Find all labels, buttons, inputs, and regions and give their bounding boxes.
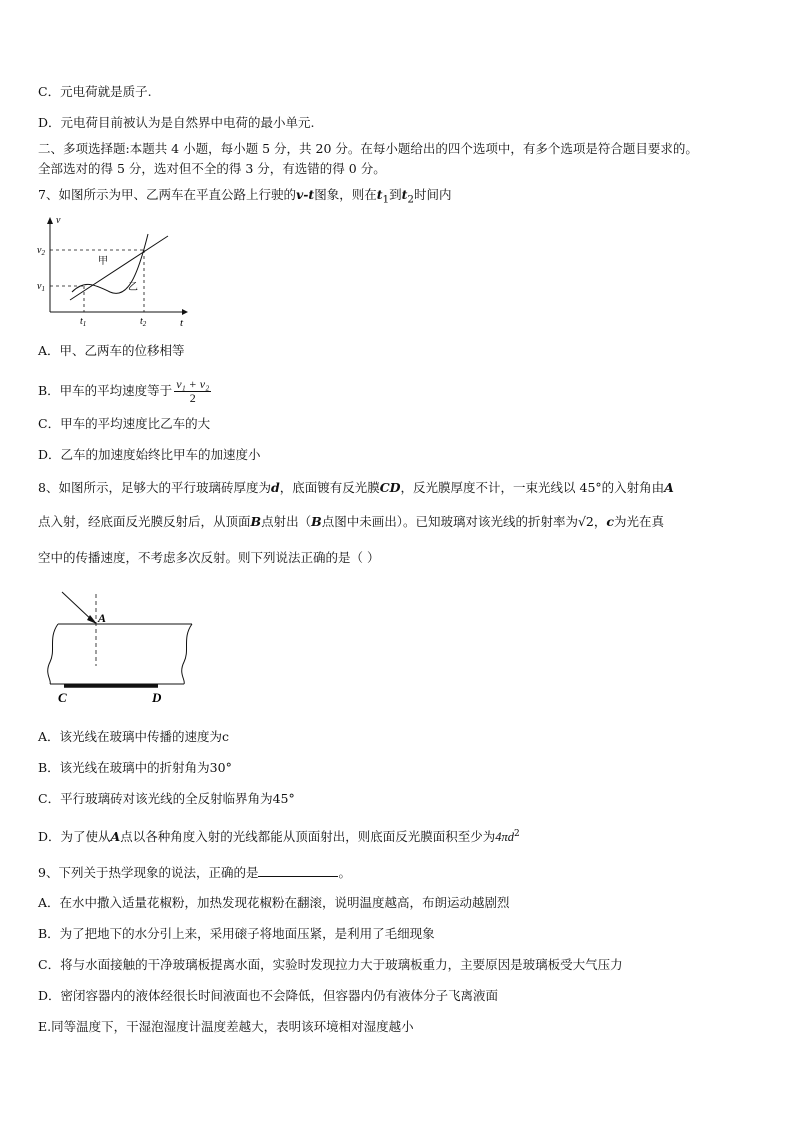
q7-stem-t1-sub: 1 [382,193,390,206]
q8-option-c: C．平行玻璃砖对该光线的全反射临界角为45° [38,791,295,806]
q7-vt-graph [32,212,192,330]
q8-var-cd: CD [379,480,401,495]
q8-text: 点图中未画出）。已知玻璃对该光线的折射率为 [321,514,578,529]
q9-option-d: D．密闭容器内的液体经很长时间液面也不会降低，但容器内仍有液体分子飞离液面 [38,988,499,1003]
fraction-numerator: v₁ + v₂ [176,377,210,391]
q6-option-d: D．元电荷目前被认为是自然界中电荷的最小单元. [38,115,315,130]
t2-label: $t_2$ [140,316,147,328]
fraction-denominator: 2 [189,391,196,405]
q7-stem-text: 7、如图所示为甲、乙两车在平直公路上行驶的 [38,187,296,202]
q7-option-c: C．甲车的平均速度比乙车的大 [38,416,211,431]
q9-stem-end: 。 [338,865,351,880]
q7-stem-vt: v-t [295,187,315,202]
q8-var-c: c [606,514,615,529]
point-a-label: A [98,611,107,625]
glass-right-break [182,624,192,684]
q8-option-b: B．该光线在玻璃中的折射角为30° [38,760,232,775]
q7-option-b-fraction [174,378,211,405]
q7-stem-t1: t [376,187,383,202]
q7-stem-t2-sub: 2 [407,193,415,206]
q8-option-d-formula: 4πd [495,830,515,845]
q8-option-d [38,826,520,845]
v2-label: $v_2$ [37,245,45,257]
q9-option-e: E.同等温度下，干湿泡湿度计温度差越大，表明该环境相对湿度越小 [38,1019,414,1034]
q9-option-c: C．将与水面接触的干净玻璃板提离水面，实验时发现拉力大于玻璃板重力，主要原因是玻璃板受大气压力 [38,957,623,972]
q8-stem-line2 [38,514,664,530]
point-d-label: D [152,690,162,705]
q8-text: 8、如图所示，足够大的平行玻璃砖厚度为 [38,480,271,495]
answer-blank [258,864,338,877]
q8-text: ， [593,514,607,529]
q8-text: 为光在真 [614,514,665,529]
t-axis-label: t [180,317,184,329]
q7-option-b [38,378,211,405]
q8-option-d-text: D．为了使从 [38,829,111,845]
q8-var-b: B [250,514,262,529]
q8-option-a: A．该光线在玻璃中传播的速度为c [38,729,230,744]
section2-instructions-line1: 二、多项选择题:本题共 4 小题，每小题 5 分，共 20 分。在每小题给出的四个选项中，有多个选项是符合题目要求的。 [38,141,698,156]
q7-stem-text: 图象，则在 [314,187,377,202]
t-axis-arrow [182,309,188,315]
q8-option-d-exponent: 2 [514,829,520,839]
q9-option-a: A．在水中撒入适量花椒粉，加热发现花椒粉在翻滚，说明温度越高，布朗运动越剧烈 [38,895,510,910]
q7-stem [38,187,452,208]
q9-option-b: B．为了把地下的水分引上来，采用磙子将地面压紧，是利用了毛细现象 [38,926,435,941]
jia-label: 甲 [98,256,108,267]
q7-stem-text: 时间内 [414,187,452,202]
q9-stem-text: 9、下列关于热学现象的说法，正确的是 [38,865,259,880]
v-axis-arrow [47,217,53,224]
q8-glass-diagram [40,588,200,706]
v-axis-label: v [56,215,61,226]
q8-option-d-text: 点以各种角度入射的光线都能从顶面射出，则底面反光膜面积至少为 [120,829,496,845]
t1-label: $t_1$ [80,316,87,328]
v1-label: $v_1$ [37,281,45,293]
q8-stem-line3: 空中的传播速度，不考虑多次反射。则下列说法正确的是（ ） [38,550,380,565]
q8-var-b: B [311,514,322,529]
q8-var-d: d [270,480,280,495]
jia-line [70,236,168,300]
q8-stem-line1 [38,480,674,496]
point-c-label: C [58,690,67,705]
q8-text: ，反光膜厚度不计，一束光线以 45°的入射角由 [400,480,665,495]
q7-stem-t2: t [401,187,408,202]
q7-stem-text: 到 [389,187,402,202]
q7-option-a: A．甲、乙两车的位移相等 [38,343,185,358]
q8-text: ，底面镀有反光膜 [279,480,380,495]
q6-option-c: C．元电荷就是质子. [38,84,152,99]
section2-instructions-line2: 全部选对的得 5 分，选对但不全的得 3 分，有选错的得 0 分。 [38,161,386,176]
q7-option-b-text: B．甲车的平均速度等于 [38,383,173,398]
yi-label: 乙 [128,282,138,293]
q8-option-d-var-a: A [110,829,121,845]
q8-text: 点射出（ [261,514,312,529]
q7-option-d: D．乙车的加速度始终比甲车的加速度小 [38,447,261,462]
q8-var-a: A [664,480,674,495]
q9-stem [38,864,351,881]
q8-text: 点入射，经底面反光膜反射后，从顶面 [38,514,251,529]
q8-sqrt2: √2 [577,514,594,529]
glass-left-break [48,624,58,684]
